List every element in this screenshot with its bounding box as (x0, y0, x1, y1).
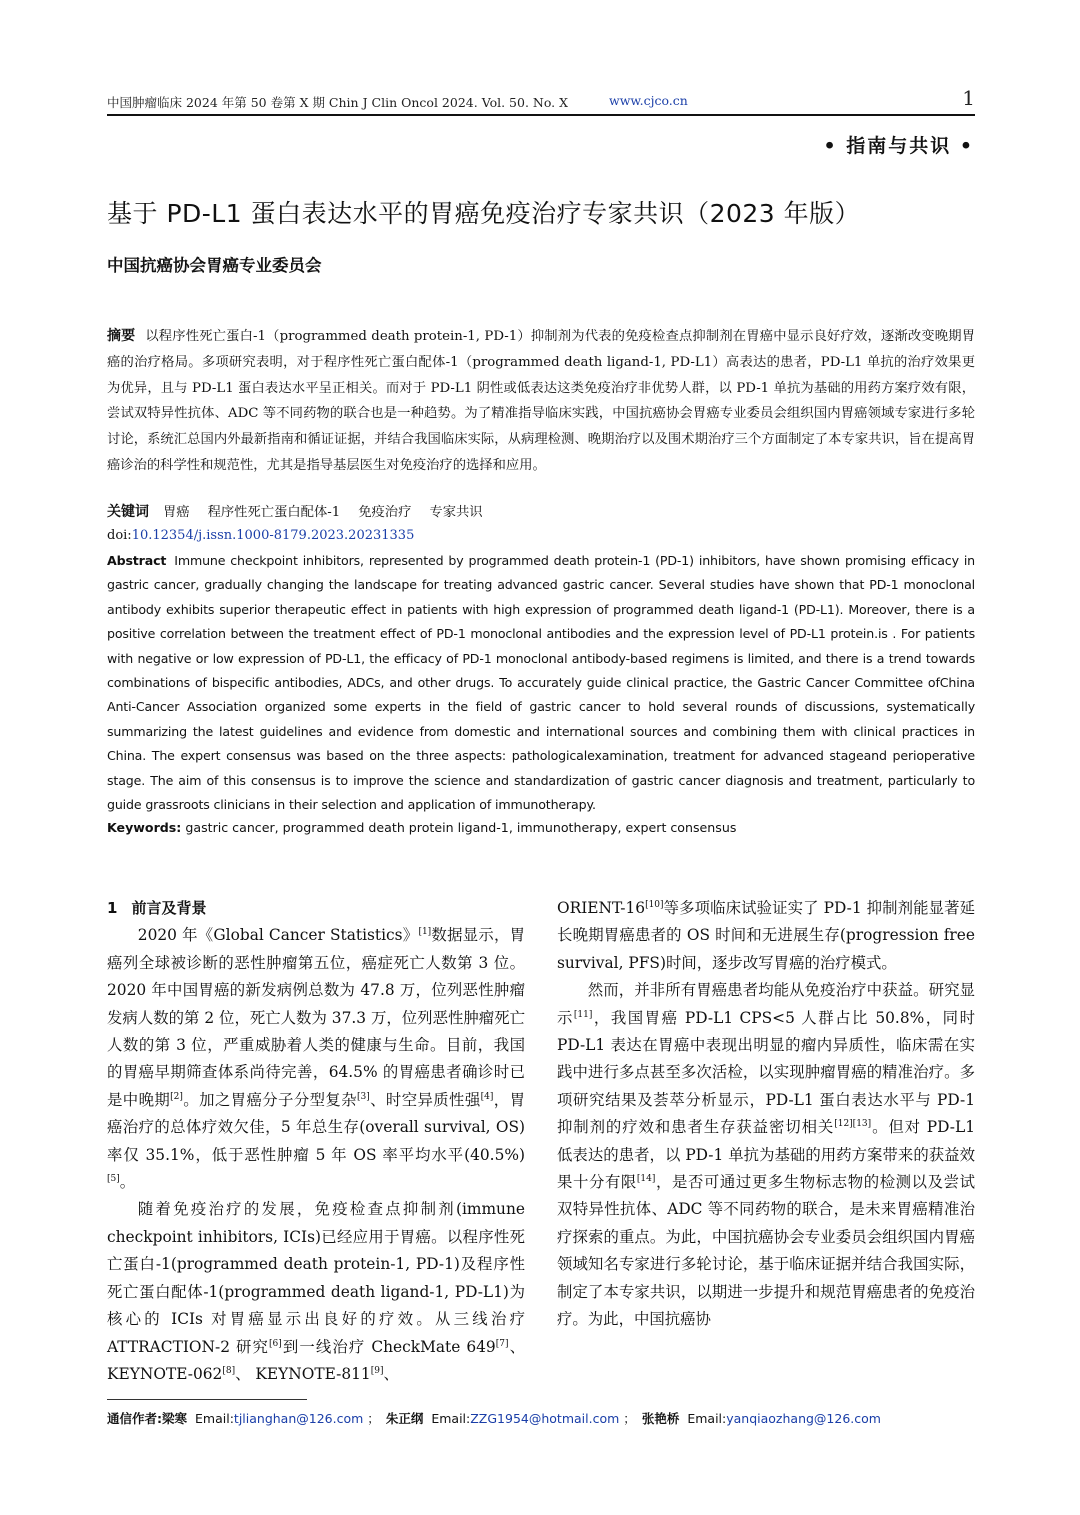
article-title: 基于 PD-L1 蛋白表达水平的胃癌免疫治疗专家共识（2023 年版） (107, 199, 861, 228)
citation-ref[interactable]: [14] (636, 1173, 656, 1184)
section-number: 1 (107, 899, 118, 917)
citation-ref[interactable]: [5] (107, 1173, 120, 1184)
citation-ref[interactable]: [12][13] (834, 1119, 872, 1130)
text-run: 、 KEYNOTE-062 (107, 1337, 525, 1383)
body-paragraph (107, 922, 525, 1196)
text-run: 、 (383, 1364, 399, 1383)
email-label: Email: (431, 1411, 471, 1426)
text-run: ，胃癌治疗的总体疗效欠佳，5 年总生存(overall survival, OS)率仅 35.1%，低于恶性肿瘤 5 年 OS 率平均水平(40.5%) (107, 1090, 525, 1164)
header-divider (107, 114, 975, 116)
text-run: 到一线治疗 CheckMate 649 (281, 1337, 496, 1356)
text-run: 、 KEYNOTE-811 (235, 1364, 371, 1383)
footnote-divider (107, 1399, 307, 1400)
keywords-en (107, 820, 975, 835)
keyword-cn: 胃癌 (163, 505, 190, 520)
body-paragraph (107, 1196, 525, 1388)
doi-label: doi: (107, 528, 132, 543)
citation-ref[interactable]: [11] (573, 1009, 593, 1020)
text-run: 等多项临床试验证实了 PD-1 抑制剂能显著延长晚期胃癌患者的 OS 时间和无进展生存(progression free survival, PFS)时间，逐步改写胃癌的治疗模式。 (557, 899, 975, 972)
citation-ref[interactable]: [8] (222, 1365, 236, 1376)
text-run: 随着免疫治疗的发展，免疫检查点抑制剂(immune checkpoint inhibitors, ICIs)已经应用于胃癌。以程序性死亡蛋白-1(programmed death protein-1, PD-1)及程序性死亡蛋白配体-1(programmed death ligand-1, PD-L1)为核心的 ICIs 对胃癌显示出良好的疗效。从三线治疗 ATTRACTION-2 研究 (107, 1200, 525, 1356)
text-run: 、时空异质性强 (369, 1090, 481, 1109)
footnote-role: 通信作者: (107, 1411, 162, 1426)
keywords-cn-label: 关键词 (107, 504, 149, 520)
citation-ref[interactable]: [2] (170, 1091, 183, 1102)
text-run: 。但对 PD-L1 低表达的患者，以 PD-1 单抗为基础的用药方案带来的获益效果十分有限 (557, 1118, 975, 1192)
text-run: ORIENT-16 (557, 899, 646, 917)
body-paragraph (557, 977, 975, 1333)
keyword-cn: 程序性死亡蛋白配体-1 (207, 505, 341, 520)
keywords-en-label: Keywords: (107, 820, 182, 835)
citation-ref[interactable]: [6] (269, 1338, 282, 1349)
contact-name: 张艳桥 (641, 1411, 680, 1426)
citation-ref[interactable]: [10] (645, 899, 664, 910)
journal-url-link[interactable]: www.cjco.cn (609, 93, 688, 108)
email-label: Email: (687, 1411, 727, 1426)
citation-ref[interactable]: [3] (356, 1091, 370, 1102)
citation-ref[interactable]: [9] (370, 1365, 384, 1376)
journal-citation: 中国肿瘤临床 2024 年第 50 卷第 X 期 Chin J Clin Oncol 2024. Vol. 50. No. X (107, 95, 568, 110)
abstract-en-text: Immune checkpoint inhibitors, represented by programmed death protein-1 (PD-1) inhibitors, have shown promising efficacy in gastric cancer, gradually changing the landscape for treating advanced gastric cancer. Several studies have shown that PD-1 monoclonal antibody exhibits superior therapeutic effect in patients with high expression of programmed death ligand-1 (PD-L1). Moreover, there is a positive correlation between the treatment effect of PD-1 monoclonal antibodies and the expression level of PD-L1 protein.is . For patients with negative or low expression of PD-L1, the efficacy of PD-1 monoclonal antibody-based regimens is limited, and there is a trend towards combinations of bispecific antibodies, ADCs, and other drugs. To accurately guide clinical practice, the Gastric Cancer Committee ofChina Anti-Cancer Association organized some experts in the field of gastric cancer to hold several rounds of discussions, systematically summarizing the latest guidelines and evidence from domestic and international sources and combining them with clinical practices in China. The expert consensus was based on the three aspects: pathologicalexamination, treatment for advanced stageand perioperative stage. The aim of this consensus is to improve the science and standardization of gastric cancer diagnosis and treatment, particularly to guide grassroots clinicians in their selection and application of immunotherapy. (107, 553, 975, 813)
keyword-cn: 专家共识 (429, 505, 483, 520)
email-link[interactable]: ZZG1954@hotmail.com (470, 1411, 620, 1426)
abstract-cn-label: 摘要 (107, 328, 136, 344)
body-paragraph (557, 895, 975, 977)
contact-name: 梁寒 (162, 1411, 188, 1426)
text-run: 。 (119, 1173, 136, 1192)
abstract-en (107, 549, 975, 817)
doi-link[interactable]: 10.12354/j.issn.1000-8179.2023.20231335 (131, 528, 415, 543)
article-authors: 中国抗癌协会胃癌专业委员会 (107, 256, 322, 275)
text-run: 然而，并非所有胃癌患者均能从免疫治疗中获益。研究显示 (557, 981, 975, 1027)
doi-line (107, 528, 414, 543)
corresponding-authors-footnote: 通信作者:梁寒 Email:tjlianghan@126.com ； 朱正纲 Email:ZZG1954@hotmail.com ； 张艳桥 Email:yanqiaozhang@126.com (107, 1411, 881, 1426)
keywords-cn (107, 501, 975, 521)
abstract-cn-text: 以程序性死亡蛋白-1（programmed death protein-1, PD-1）抑制剂为代表的免疫检查点抑制剂在胃癌中显示良好疗效，逐渐改变晚期胃癌的治疗格局。多项研究表明，对于程序性死亡蛋白配体-1（programmed death ligand-1, PD-L1）高表达的患者，PD-L1 单抗的治疗效果更为优异，且与 PD-L1 蛋白表达水平呈正相关。而对于 PD-L1 阴性或低表达这类免疫治疗非优势人群，以 PD-1 单抗为基础的用药方案疗效有限，尝试双特异性抗体、ADC 等不同药物的联合也是一种趋势。为了精准指导临床实践，中国抗癌协会胃癌专业委员会组织国内胃癌领域专家进行多轮讨论，系统汇总国内外最新指南和循证证据，并结合我国临床实际，从病理检测、晚期治疗以及围术期治疗三个方面制定了本专家共识，旨在提高胃癌诊治的科学性和规范性，尤其是指导基层医生对免疫治疗的选择和应用。 (107, 329, 975, 473)
text-run: 2020 年《Global Cancer Statistics》 (137, 926, 419, 945)
text-run: ，我国胃癌 PD-L1 CPS<5 人群占比 50.8%，同时 PD-L1 表达在胃癌中表现出明显的瘤内异质性，临床需在实践中进行多点甚至多次活检，以实现肿瘤胃癌的精准治疗。多项研究结果及荟萃分析显示，PD-L1 蛋白表达水平与 PD-1 抑制剂的疗效和患者生存获益密切相关 (557, 1008, 975, 1137)
section-title: 前言及背景 (131, 899, 207, 917)
text-run: ，是否可通过更多生物标志物的检测以及尝试双特异性抗体、ADC 等不同药物的联合，是未来胃癌精准治疗探索的重点。为此，中国抗癌协会专业委员会组织国内胃癌领域知名专家进行多轮讨论，基于临床证据并结合我国实际，制定了本专家共识，以期进一步提升和规范胃癌患者的免疫治疗。为此，中国抗癌协 (557, 1173, 975, 1329)
abstract-cn (107, 324, 975, 479)
text-run: 数据显示，胃癌列全球被诊断的恶性肿瘤第五位，癌症死亡人数第 3 位。2020 年中国胃癌的新发病例总数为 47.8 万，位列恶性肿瘤发病人数的第 2 位，死亡人数为 37.3 万，位列恶性肿瘤死亡人数的第 3 位，严重威胁着人类的健康与生命。目前，我国的胃癌早期筛查体系尚待完善，64.5% 的胃癌患者确诊时已是中晚期 (107, 926, 525, 1109)
body-column-left (107, 895, 525, 1388)
email-link[interactable]: yanqiaozhang@126.com (726, 1411, 881, 1426)
abstract-en-label: Abstract (107, 553, 167, 568)
email-label: Email: (195, 1411, 234, 1426)
citation-ref[interactable]: [7] (495, 1338, 509, 1349)
running-header (107, 86, 975, 112)
email-link[interactable]: tjlianghan@126.com (233, 1411, 364, 1426)
section-heading (107, 895, 525, 922)
page-number: 1 (962, 86, 975, 110)
citation-ref[interactable]: [1] (418, 927, 432, 938)
keywords-en-text: gastric cancer, programmed death protein ligand-1, immunotherapy, expert consensus (185, 820, 737, 835)
text-run: 。加之胃癌分子分型复杂 (182, 1090, 357, 1109)
citation-ref[interactable]: [4] (480, 1091, 494, 1102)
contact-name: 朱正纲 (385, 1411, 424, 1426)
keyword-cn: 免疫治疗 (358, 505, 412, 520)
section-label: • 指南与共识 • (823, 135, 974, 157)
body-column-right (557, 895, 975, 1334)
